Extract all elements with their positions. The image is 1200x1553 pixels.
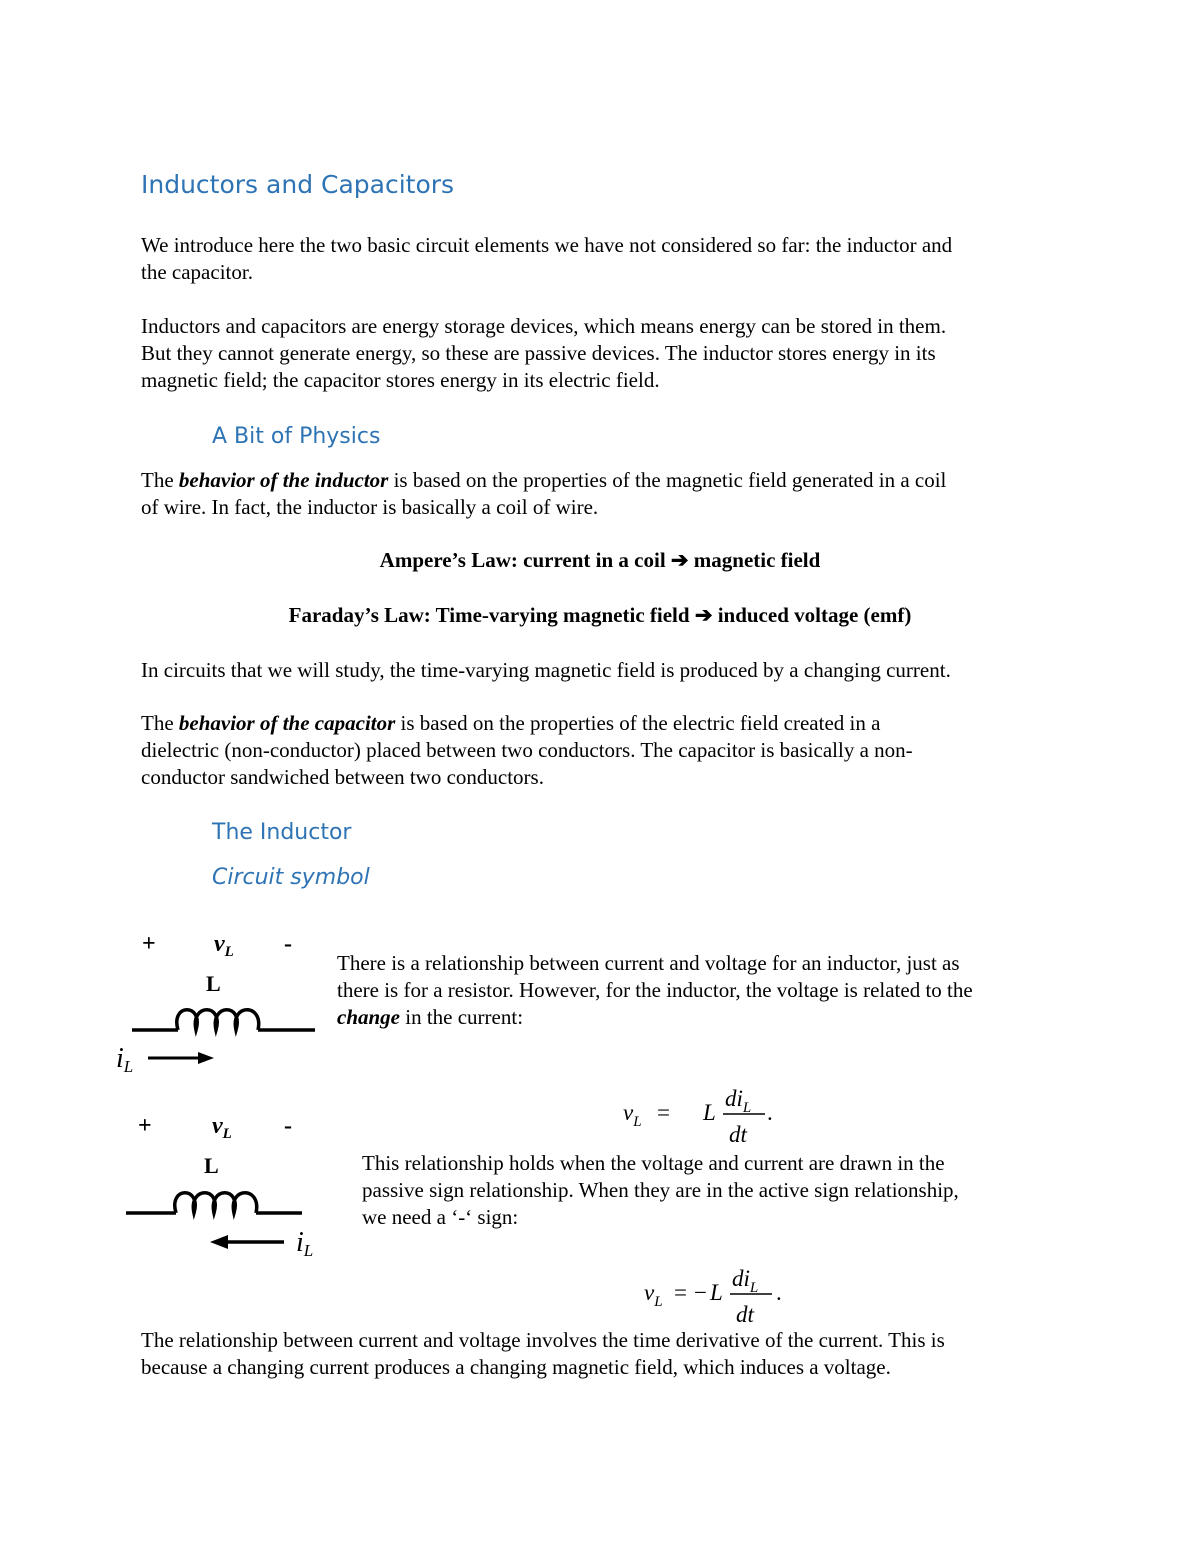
text-line: But they cannot generate energy, so these are passive devices. The inductor stores energy in its [141,341,936,365]
eq-minus: − [694,1280,707,1305]
intro-paragraph-2 [141,313,946,394]
text-line: We introduce here the two basic circuit elements we have not considered so far: the inductor and [141,233,953,257]
text-line: because a changing current produces a changing magnetic field, which induces a voltage. [141,1355,891,1379]
coil-icon [126,1193,302,1213]
text-line: The relationship between current and voltage involves the time derivative of the current. This is [141,1328,945,1352]
text-line [337,1004,973,1031]
subheading-circuit-symbol: Circuit symbol [212,865,370,890]
circuits-paragraph: In circuits that we will study, the time-varying magnetic field is produced by a changing current. [141,658,951,682]
text: is based on the properties of the electric field created in a [395,711,881,735]
intro-paragraph-1 [141,232,952,286]
ampere-law [0,548,1200,573]
current-label: iL [116,1043,134,1075]
text-line: of wire. In fact, the inductor is basically a coil of wire. [141,495,599,519]
arrow-right-icon: ➔ [670,548,689,572]
eq-inductance: L [703,1100,716,1125]
text-line: there is for a resistor. However, for the inductor, the voltage is related to the [337,978,973,1002]
eq-equals: = [657,1100,670,1125]
voltage-label: $v_L$ [214,931,234,960]
coil-icon [132,1010,315,1030]
text-line: dielectric (non-conductor) placed between two conductors. The capacitor is basically a non- [141,738,913,762]
inductance-label: L [204,1153,219,1178]
arrowhead-icon [198,1052,214,1064]
equation-active [640,1258,800,1330]
emphasis-text: change [337,1005,400,1029]
voltage-label: $v_L$ [212,1113,232,1142]
arrow-right-icon: ➔ [694,603,713,627]
text-line: we need a ‘-‘ sign: [362,1205,519,1229]
sign-relationship-paragraph [362,1150,959,1231]
law-text: magnetic field [688,548,821,572]
relationship-paragraph [337,950,973,1031]
eq-equals: = [674,1280,687,1305]
equation-passive [615,1078,795,1150]
eq-numerator: $di_L$ [725,1086,752,1116]
text: is based on the properties of the magnetic field generated in a coil [388,468,947,492]
plus-sign: + [142,931,156,957]
capacitor-behavior-paragraph [141,710,913,791]
text-line: There is a relationship between current and voltage for an inductor, just as [337,951,960,975]
emphasis-text: behavior of the inductor [178,468,389,492]
emphasis-text: behavior of the capacitor [178,711,396,735]
law-text: Ampere’s Law: current in a coil [379,548,671,572]
derivative-paragraph [141,1327,945,1381]
minus-sign: - [284,1113,292,1139]
law-text: Faraday’s Law: Time-varying magnetic field [288,603,695,627]
eq-denominator: dt [736,1302,754,1327]
eq-inductance: L [710,1280,723,1305]
eq-period: . [776,1280,782,1305]
text-line [141,467,946,494]
eq-voltage: $v_L$ [644,1280,663,1310]
eq-voltage: $v_L$ [623,1100,642,1130]
law-text: induced voltage (emf) [712,603,912,627]
text-line: conductor sandwiched between two conductors. [141,765,544,789]
inductance-label: L [206,971,221,996]
text: The [141,711,179,735]
section-heading-inductor: The Inductor [212,820,352,845]
text-line: magnetic field; the capacitor stores energy in its electric field. [141,368,660,392]
text-line: Inductors and capacitors are energy storage devices, which means energy can be stored in them. [141,314,947,338]
current-label: iL [296,1227,314,1260]
inductor-symbol-passive [110,925,330,1075]
text: The [141,468,179,492]
plus-sign: + [138,1113,152,1139]
eq-period: . [767,1100,773,1125]
arrowhead-icon [210,1235,228,1249]
page-title: Inductors and Capacitors [141,170,455,199]
inductor-symbol-active [110,1105,330,1260]
text-line [141,710,913,737]
text: in the current: [400,1005,524,1029]
section-heading-physics: A Bit of Physics [212,424,381,449]
faraday-law [0,603,1200,628]
minus-sign: - [284,931,292,957]
eq-denominator: dt [729,1122,747,1147]
inductor-behavior-paragraph [141,467,946,521]
eq-numerator: $di_L$ [732,1266,759,1296]
text-line: passive sign relationship. When they are in the active sign relationship, [362,1178,959,1202]
text-line: This relationship holds when the voltage and current are drawn in the [362,1151,945,1175]
text-line: the capacitor. [141,260,253,284]
